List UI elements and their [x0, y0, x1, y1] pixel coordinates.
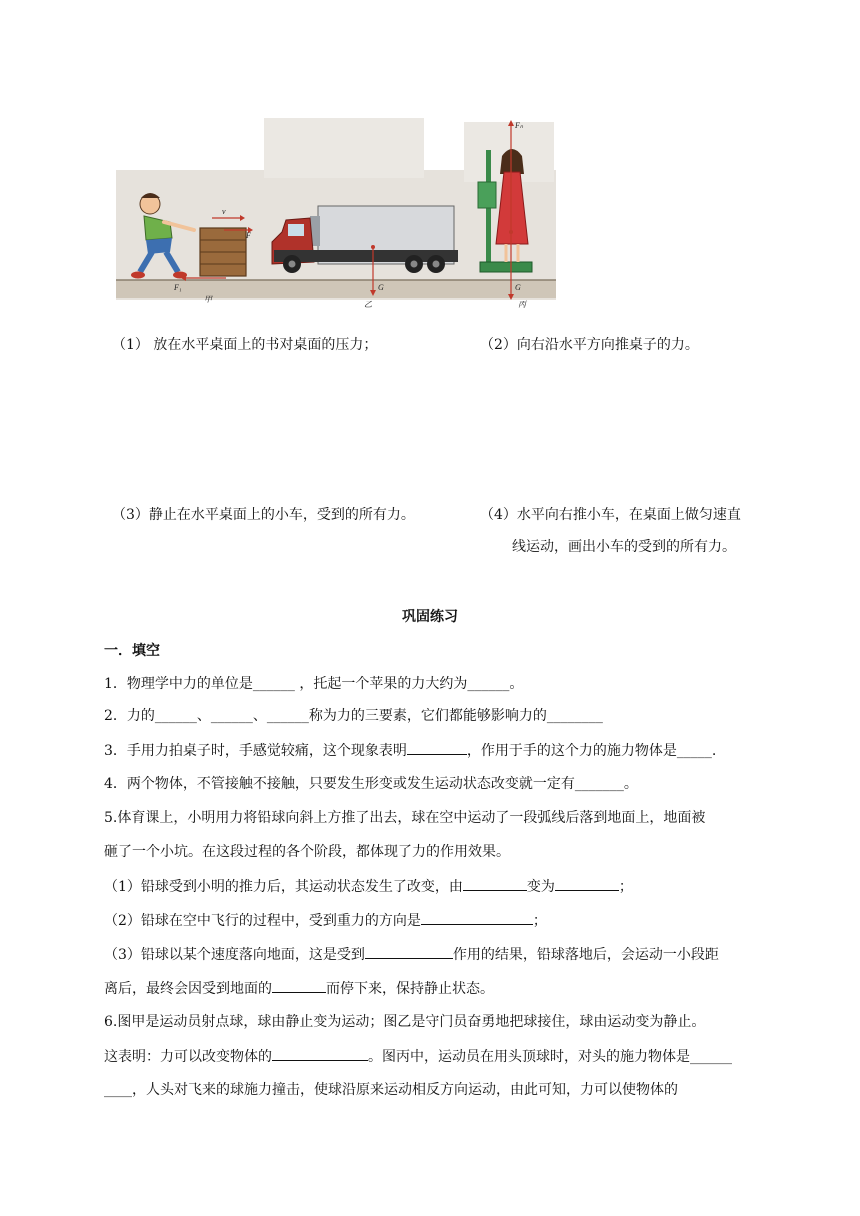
question-6-line-1: 6.图甲是运动员射点球，球由静止变为运动；图乙是守门员奋勇地把球接住，球由运动变为静止。 [104, 1014, 706, 1030]
question-5-3-part-c: 离后，最终会因受到地面的 [104, 981, 272, 997]
blank [272, 1046, 368, 1061]
truck-gravity-label: G [378, 283, 384, 292]
blank [555, 876, 619, 891]
question-6-line-2 [104, 1046, 732, 1067]
push-force-label: F [246, 231, 251, 240]
question-5-line-2: 砸了一个小坑。在这段过程的各个阶段，都体现了力的作用效果。 [104, 844, 510, 860]
question-6-line-3: ____，人头对飞来的球施力撞击，使球沿原来运动相反方向运动，由此可知，力可以使物体的 [104, 1082, 678, 1098]
question-5-3-part-d: 而停下来，保持静止状态。 [326, 981, 494, 997]
question-5-3-part-b: 作用的结果，铅球落地后，会运动一小段距 [452, 947, 719, 963]
question-1: 1．物理学中力的单位是______ ，托起一个苹果的力大约为______。 [104, 676, 524, 692]
figure-label-yi: 乙 [364, 300, 372, 309]
question-5-1 [104, 876, 633, 897]
question-5-2-part-b: ； [532, 913, 547, 929]
question-5-line-1: 5.体育课上，小明用力将铅球向斜上方推了出去，球在空中运动了一段弧线后落到地面上，地面被 [104, 810, 706, 826]
question-2: 2．力的______、______、______称为力的三要素，它们都能够影响力的________ [104, 708, 603, 724]
question-5-2-part-a: （2）铅球在空中飞行的过程中，受到重力的方向是 [104, 913, 421, 929]
velocity-label: v [222, 207, 226, 216]
question-5-3-part-a: （3）铅球以某个速度落向地面，这是受到 [104, 947, 365, 963]
force-diagram-figure [114, 112, 559, 312]
question-6-line-2-part-b: 。图丙中，运动员在用头顶球时，对头的施力物体是______ [368, 1049, 732, 1065]
question-3 [104, 740, 716, 761]
wooden-box [200, 228, 246, 276]
question-5-1-part-b: 变为 [526, 879, 555, 895]
task-3: （3）静止在水平桌面上的小车，受到的所有力。 [112, 507, 415, 523]
task-2: （2）向右沿水平方向推桌子的力。 [480, 337, 699, 353]
question-5-3 [104, 944, 719, 965]
figure-label-jia: 甲 [204, 295, 212, 304]
question-5-1-part-a: （1）铅球受到小明的推力后，其运动状态发生了改变，由 [104, 879, 463, 895]
task-4-line-1: （4）水平向右推小车，在桌面上做匀速直 [480, 507, 741, 523]
normal-force-label: Fₙ [515, 121, 524, 130]
task-4-line-2: 线运动，画出小车的受到的所有力。 [512, 539, 736, 555]
question-3-part-b: ，作用于手的这个力的施力物体是_____. [466, 743, 717, 759]
question-3-part-a: 3．手用力拍桌子时，手感觉较痛，这个现象表明 [104, 743, 407, 759]
subsection-title: 一．填空 [104, 642, 160, 658]
girl-gravity-label: G [515, 283, 521, 292]
blank [365, 944, 453, 959]
question-6-line-2-part-a: 这表明：力可以改变物体的 [104, 1049, 272, 1065]
question-4: 4．两个物体，不管接触不接触，只要发生形变或发生运动状态改变就一定有_______。 [104, 776, 638, 792]
task-1: （1） 放在水平桌面上的书对桌面的压力； [112, 337, 378, 353]
friction-force-label: F₁ [174, 283, 182, 292]
blank [421, 910, 533, 925]
blank [272, 978, 326, 993]
figure-label-bing: 丙 [518, 300, 526, 309]
question-5-3-continued [104, 978, 494, 999]
question-5-1-part-c: ； [618, 879, 633, 895]
blank [407, 740, 467, 755]
section-title: 巩固练习 [402, 608, 458, 624]
blank [463, 876, 527, 891]
question-5-2 [104, 910, 547, 931]
